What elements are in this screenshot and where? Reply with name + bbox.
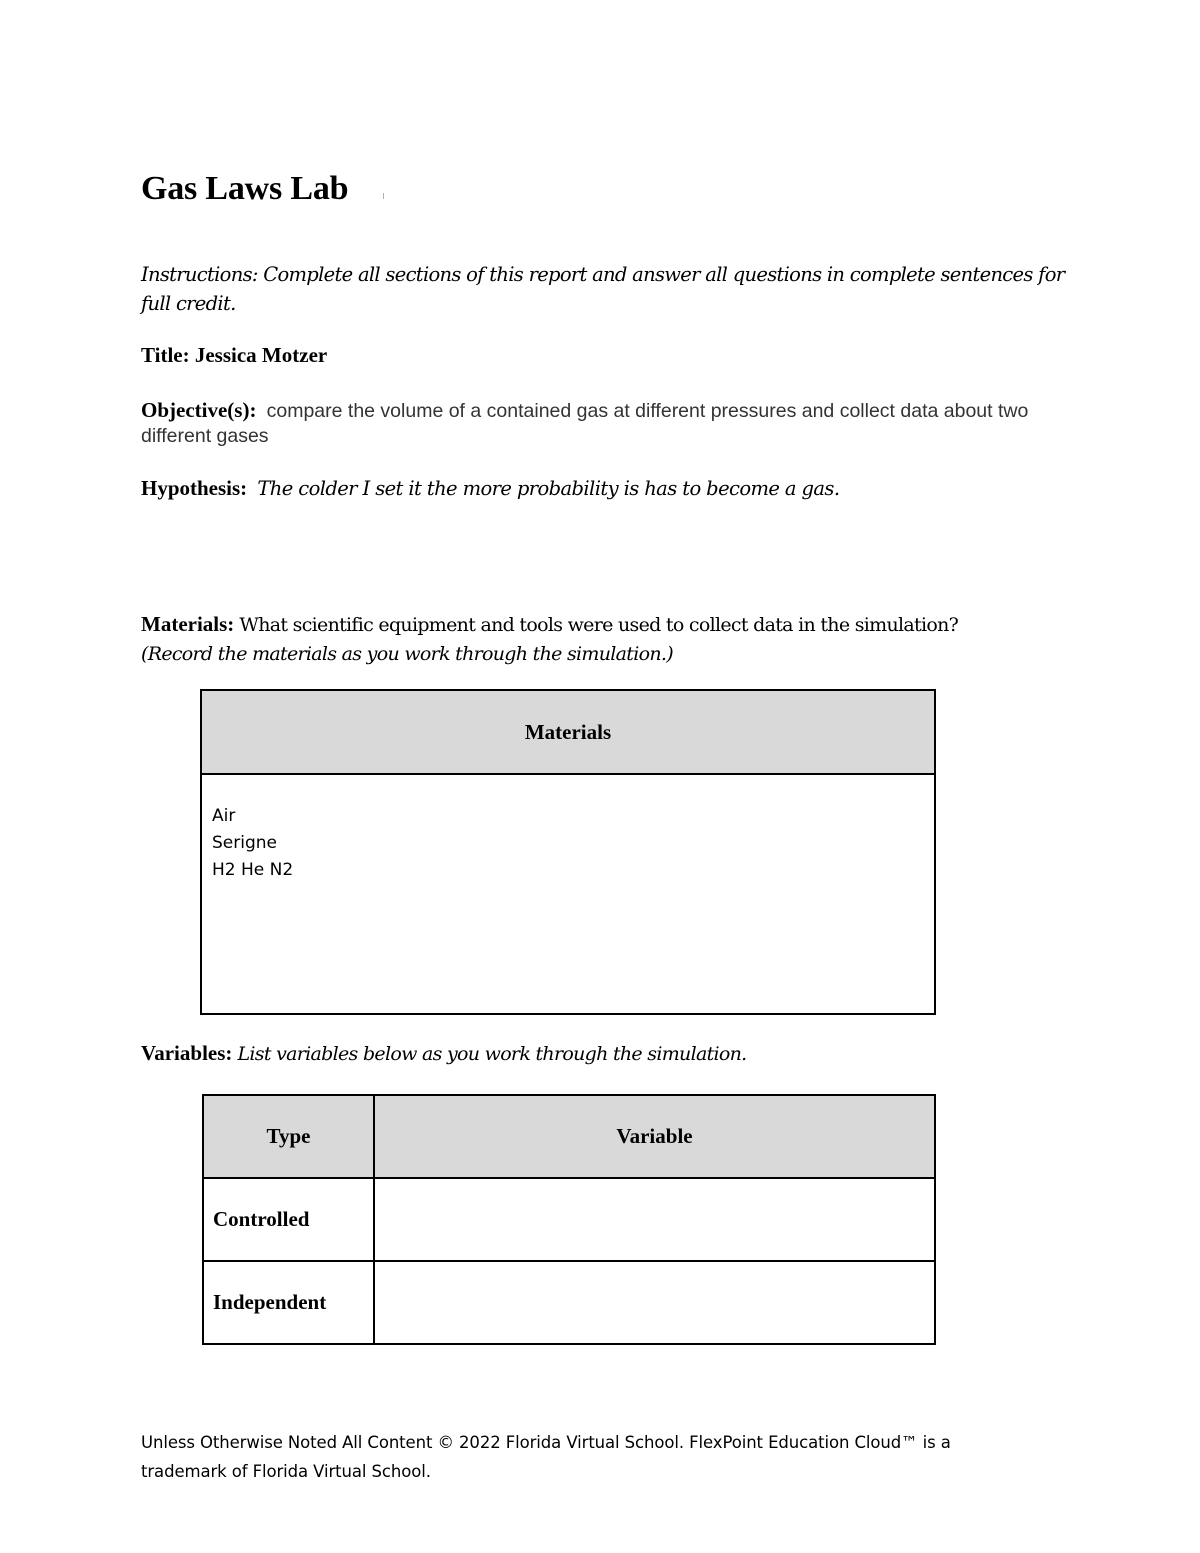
hypothesis-field <box>141 476 1071 501</box>
materials-header-row <box>201 690 935 774</box>
footer-line: trademark of Florida Virtual School. <box>141 1462 431 1481</box>
materials-item: H2 He N2 <box>212 860 294 880</box>
table-row <box>203 1178 935 1261</box>
page-title: Gas Laws Lab <box>141 170 349 207</box>
title-field-value: Jessica Motzer <box>194 343 328 367</box>
objective-label: Objective(s): <box>141 398 257 422</box>
objective-field <box>141 398 1071 449</box>
variables-table <box>202 1094 936 1345</box>
variables-header-row <box>203 1095 935 1178</box>
materials-question: What scientific equipment and tools were used to collect data in the simulation? <box>239 614 959 636</box>
variables-header-variable: Variable <box>374 1095 935 1178</box>
variables-question: List variables below as you work through the simulation. <box>237 1043 747 1065</box>
materials-table <box>200 689 936 1015</box>
materials-body-row <box>201 774 935 1014</box>
materials-note: (Record the materials as you work through the simulation.) <box>141 643 673 665</box>
materials-item: Serigne <box>212 833 277 853</box>
materials-prompt <box>141 610 1081 669</box>
footer-line: Unless Otherwise Noted All Content © 2022 Florida Virtual School. FlexPoint Education Cloud™ is a <box>141 1433 951 1452</box>
materials-item: Air <box>212 806 236 826</box>
variables-label: Variables: <box>141 1041 233 1065</box>
variables-prompt <box>141 1041 747 1066</box>
table-row <box>203 1261 935 1344</box>
materials-header-cell: Materials <box>201 690 935 774</box>
instructions-text: Instructions: Complete all sections of this report and answer all questions in complete sentences for full credit. <box>141 263 1065 315</box>
variables-header-type: Type <box>203 1095 374 1178</box>
hypothesis-value: The colder I set it the more probability is has to become a gas. <box>257 477 840 500</box>
objective-value: compare the volume of a contained gas at different pressures and collect data about two different gases <box>141 400 1029 447</box>
variable-value-cell[interactable] <box>374 1261 935 1344</box>
title-field-label: Title: <box>141 343 190 367</box>
materials-label: Materials: <box>141 612 235 636</box>
variable-type-cell: Independent <box>203 1261 374 1344</box>
variable-type-cell: Controlled <box>203 1178 374 1261</box>
hypothesis-label: Hypothesis: <box>141 476 248 500</box>
copyright-footer <box>141 1428 1041 1486</box>
variable-value-cell[interactable] <box>374 1178 935 1261</box>
materials-list-cell[interactable] <box>201 774 935 1014</box>
stray-mark <box>383 193 384 199</box>
title-field <box>141 343 327 368</box>
